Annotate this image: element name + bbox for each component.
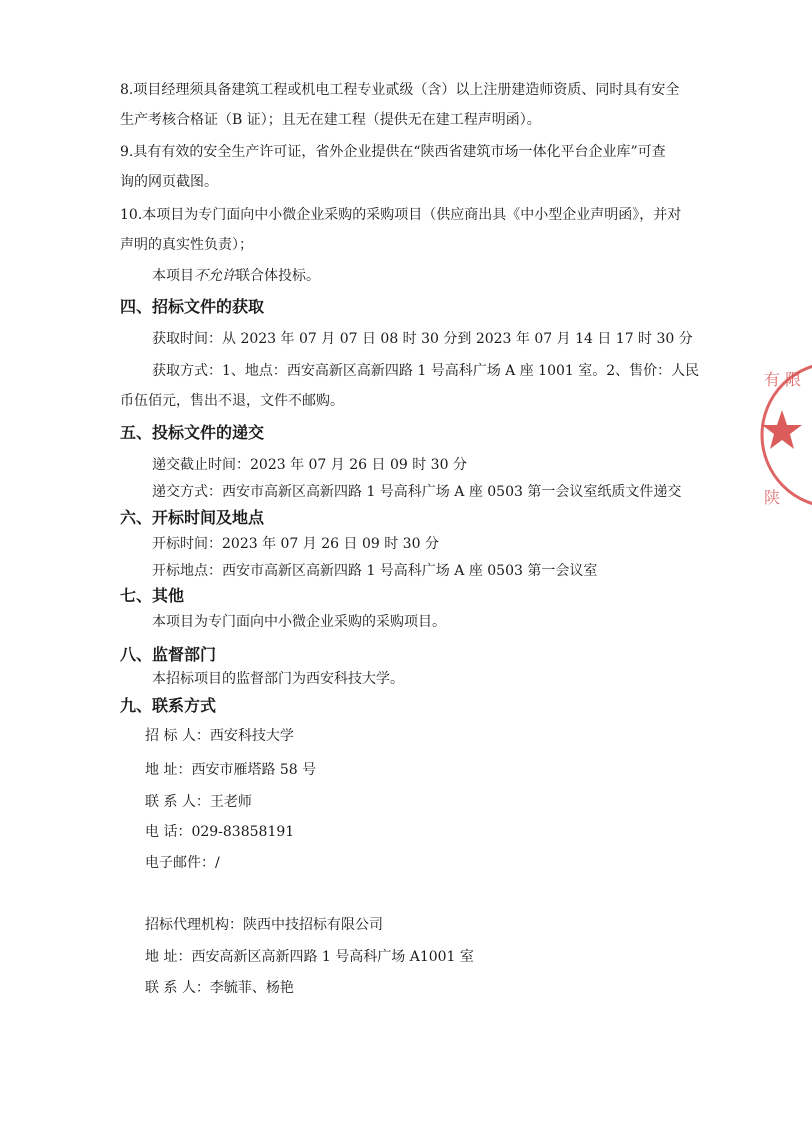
section-8-heading: 八、监督部门	[120, 645, 217, 664]
tenderer-phone: 电 话：029-83858191	[145, 824, 295, 840]
tenderer-email: 电子邮件：/	[145, 855, 220, 871]
acquisition-time: 获取时间：从 2023 年 07 月 07 日 08 时 30 分到 2023 年 07 月 14 日 17 时 30 分	[152, 331, 693, 347]
tenderer: 招 标 人：西安科技大学	[145, 728, 294, 744]
seal-star-icon	[762, 410, 802, 449]
seal-text: 有 限	[764, 370, 802, 389]
other-text: 本项目为专门面向中小微企业采购的采购项目。	[152, 614, 446, 630]
agency-address: 地 址：西安高新区高新四路 1 号高科广场 A1001 室	[145, 949, 474, 965]
consortium-suffix: 联合体投标。	[236, 268, 320, 284]
seal-text-2: 陕	[764, 488, 781, 507]
submission-deadline: 递交截止时间：2023 年 07 月 26 日 09 时 30 分	[152, 457, 467, 473]
agency-name: 招标代理机构：陕西中技招标有限公司	[145, 917, 383, 933]
req-9-line-1: 9.具有有效的安全生产许可证，省外企业提供在“陕西省建筑市场一体化平台企业库”可查	[120, 144, 666, 160]
consortium-emphasis: 不允许	[194, 268, 236, 284]
req-8-line-1: 8.项目经理须具备建筑工程或机电工程专业贰级（含）以上注册建造师资质、同时具有安全	[120, 82, 680, 98]
section-5-heading: 五、投标文件的递交	[120, 423, 265, 442]
section-9-heading: 九、联系方式	[120, 696, 217, 715]
req-8-line-2: 生产考核合格证（B 证）；且无在建工程（提供无在建工程声明函）。	[120, 112, 541, 128]
tenderer-contact: 联 系 人：王老师	[145, 794, 252, 810]
section-6-heading: 六、开标时间及地点	[120, 508, 265, 527]
section-7-heading: 七、其他	[120, 586, 185, 605]
req-10-line-2: 声明的真实性负责）；	[120, 237, 253, 253]
consortium-statement	[152, 266, 320, 286]
section-4-heading: 四、招标文件的获取	[120, 297, 265, 316]
company-seal	[752, 355, 812, 515]
acquisition-method-line-1: 获取方式：1、地点：西安高新区高新四路 1 号高科广场 A 座 1001 室。2、售价：人民	[152, 363, 700, 379]
opening-time: 开标时间：2023 年 07 月 26 日 09 时 30 分	[152, 536, 439, 552]
consortium-prefix: 本项目	[152, 268, 194, 284]
acquisition-method-line-2: 币伍佰元，售出不退，文件不邮购。	[120, 393, 344, 409]
agency-contact: 联 系 人：李毓菲、杨艳	[145, 980, 294, 996]
req-10-line-1: 10.本项目为专门面向中小微企业采购的采购项目（供应商出具《中小型企业声明函》，并对	[120, 207, 682, 223]
opening-place: 开标地点：西安市高新区高新四路 1 号高科广场 A 座 0503 第一会议室	[152, 563, 598, 579]
submission-method: 递交方式：西安市高新区高新四路 1 号高科广场 A 座 0503 第一会议室纸质文件递交	[152, 484, 682, 500]
supervision-text: 本招标项目的监督部门为西安科技大学。	[152, 671, 404, 687]
req-9-line-2: 询的网页截图。	[120, 174, 218, 190]
tenderer-address: 地 址：西安市雁塔路 58 号	[145, 762, 317, 778]
